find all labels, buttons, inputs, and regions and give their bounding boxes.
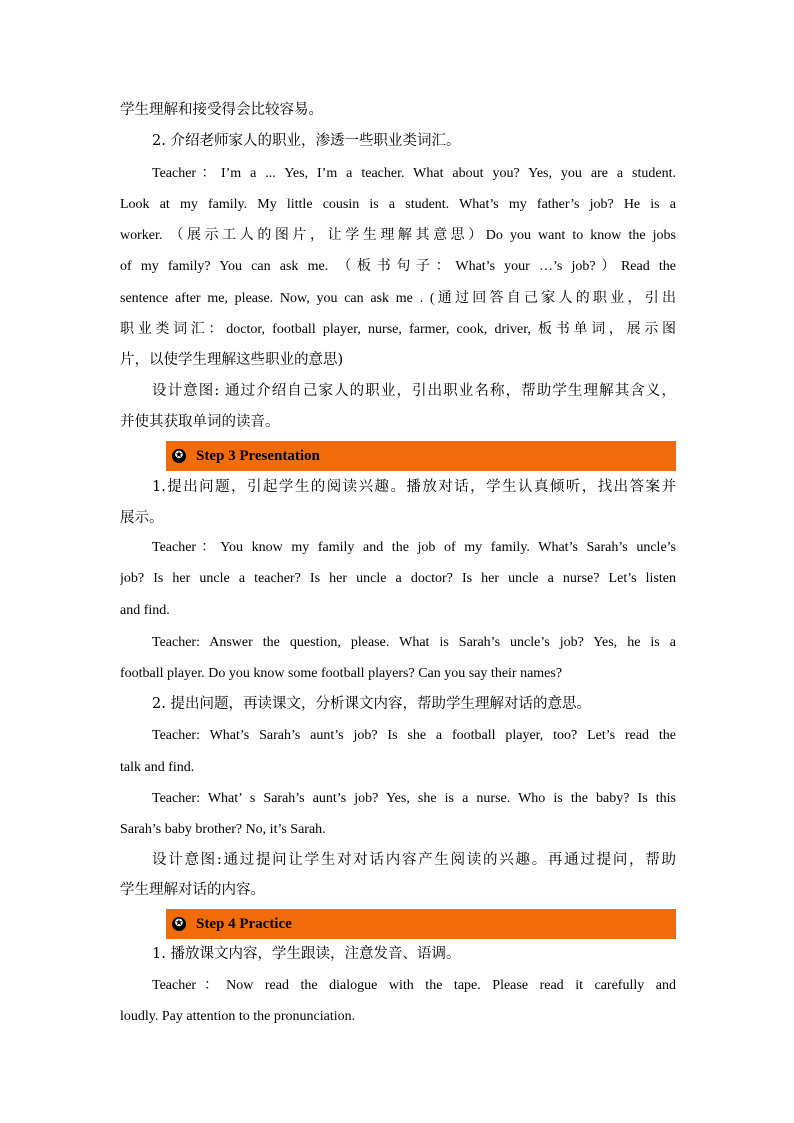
text-line: Teacher：You know my family and the job of my family. What’s Sarah’s uncle’s bbox=[152, 540, 676, 555]
text-line: 片，以使学生理解这些职业的意思) bbox=[120, 352, 344, 368]
text-line: 职业类词汇：doctor, football player, nurse, farmer, cook, driver, 板书单词，展示图 bbox=[120, 322, 676, 337]
text-line: talk and find. bbox=[120, 760, 195, 775]
step-4-heading: Step 4 Practice bbox=[196, 915, 292, 932]
text-line: 设计意图: 通过介绍自己家人的职业，引出职业名称，帮助学生理解其含义， bbox=[152, 383, 676, 399]
text-line: Teacher: What’s Sarah’s aunt’s job? Is she a football player, too? Let’s read the bbox=[152, 728, 676, 743]
text-line: job? Is her uncle a teacher? Is her uncle a doctor? Is her uncle a nurse? Let’s listen bbox=[120, 571, 676, 586]
text-line: Look at my family. My little cousin is a student. What’s my father’s job? He is a bbox=[120, 197, 676, 212]
text-line: Sarah’s baby brother? No, it’s Sarah. bbox=[120, 822, 326, 837]
step-4-heading-bar bbox=[166, 909, 676, 939]
text-line: 学生理解对话的内容。 bbox=[120, 882, 265, 898]
text-line: 2. 介绍老师家人的职业，渗透一些职业类词汇。 bbox=[152, 133, 461, 149]
star-circle-icon: ✪ bbox=[172, 917, 186, 931]
text-line: of my family? You can ask me. （板书句子：What’s your …’s job?）Read the bbox=[120, 259, 676, 274]
text-line: 学生理解和接受得会比较容易。 bbox=[120, 102, 323, 118]
text-line: worker. （展示工人的图片，让学生理解其意思）Do you want to know the jobs bbox=[120, 228, 676, 243]
text-line: 设计意图:通过提问让学生对对话内容产生阅读的兴趣。再通过提问，帮助 bbox=[152, 852, 676, 868]
text-line: Teacher: What’ s Sarah’s aunt’s job? Yes, she is a nurse. Who is the baby? Is this bbox=[152, 791, 676, 806]
text-line: 展示。 bbox=[120, 510, 164, 526]
text-line: 2. 提出问题，再读课文，分析课文内容，帮助学生理解对话的意思。 bbox=[152, 696, 591, 712]
step-3-heading: Step 3 Presentation bbox=[196, 447, 320, 464]
step-3-heading-bar bbox=[166, 441, 676, 471]
text-line: 1. 播放课文内容，学生跟读，注意发音、语调。 bbox=[152, 946, 461, 962]
text-line: and find. bbox=[120, 603, 170, 618]
text-line: loudly. Pay attention to the pronunciation. bbox=[120, 1009, 356, 1024]
text-line: football player. Do you know some football players? Can you say their names? bbox=[120, 666, 563, 681]
text-line: 并使其获取单词的读音。 bbox=[120, 414, 280, 430]
star-circle-icon: ✪ bbox=[172, 449, 186, 463]
text-line: Teacher：Now read the dialogue with the tape. Please read it carefully and bbox=[152, 978, 676, 993]
text-line: Teacher：I’m a ... Yes, I’m a teacher. What about you? Yes, you are a student. bbox=[152, 166, 676, 181]
text-line: Teacher: Answer the question, please. What is Sarah’s uncle’s job? Yes, he is a bbox=[152, 635, 676, 650]
text-line: 1.提出问题，引起学生的阅读兴趣。播放对话，学生认真倾听，找出答案并 bbox=[152, 479, 676, 495]
text-line: sentence after me, please. Now, you can ask me . (通过回答自己家人的职业，引出 bbox=[120, 291, 676, 306]
